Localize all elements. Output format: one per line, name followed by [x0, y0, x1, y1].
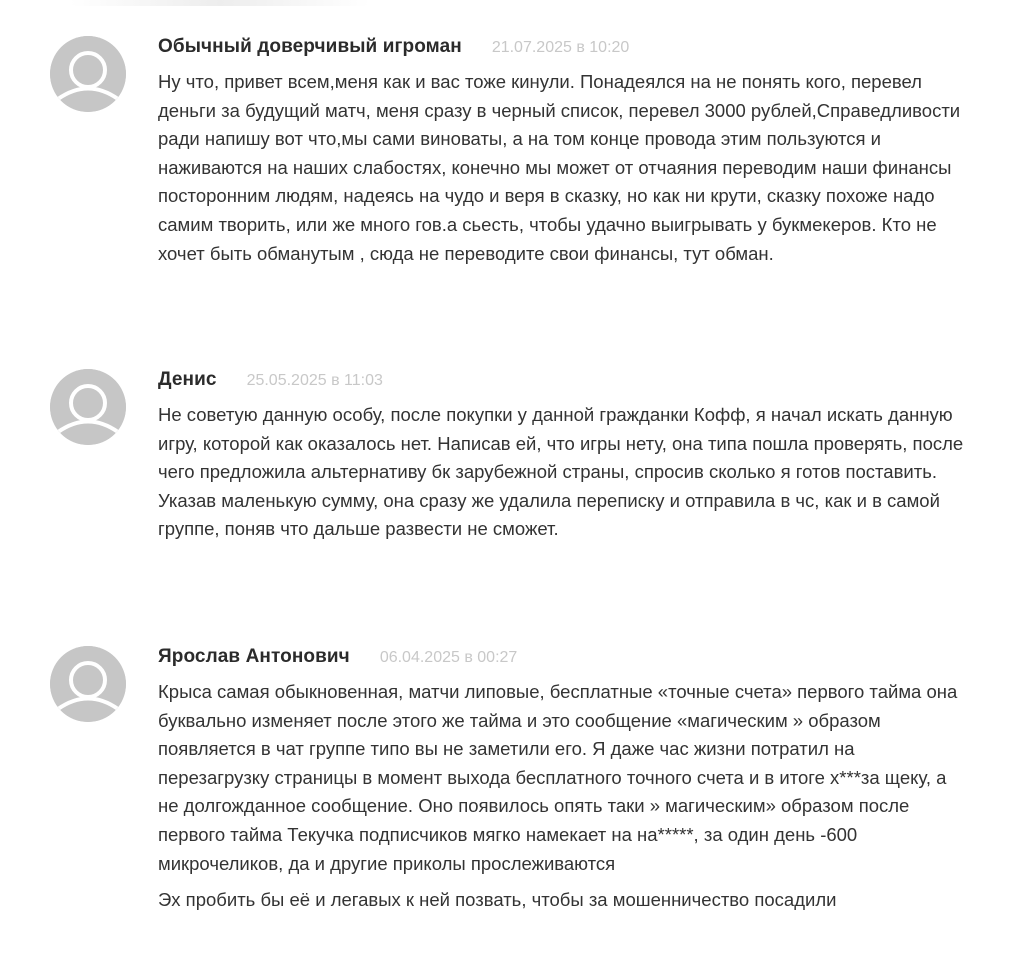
comment-text	[158, 678, 970, 915]
previous-content-fade	[70, 0, 370, 6]
comment-text	[158, 401, 970, 544]
comment-paragraph: Ну что, привет всем,меня как и вас тоже кинули. Понадеялся на не понять кого, перевел деньги за будущий матч, меня сразу в черный список, перевел 3000 рублей,Справедливости ради напишу вот что,мы сами виноваты, а на том конце провода этим пользуются и наживаются на наших слабостях, конечно мы может от отчаяния переводим наши финансы посторонним людям, надеясь на чудо и веря в сказку, но как ни крути, сказку похоже надо самим творить, или же много гов.а сьесть, чтобы удачно выигрывать у букмекеров. Кто не хочет быть обманутым , сюда не переводите свои финансы, тут обман.	[158, 71, 961, 264]
comment-date[interactable]: 06.04.2025 в 00:27	[379, 649, 518, 666]
comment-author: Денис	[158, 369, 217, 390]
comment-date[interactable]: 25.05.2025 в 11:03	[246, 372, 383, 389]
comment-author: Обычный доверчивый игроман	[158, 36, 462, 57]
comment-paragraph: Эх пробить бы её и легавых к ней позвать, чтобы за мошенничество посадили	[158, 889, 837, 911]
user-avatar-icon	[50, 36, 126, 112]
user-avatar-icon	[50, 369, 126, 445]
comment-author: Ярослав Антонович	[158, 646, 350, 667]
user-avatar-icon	[50, 646, 126, 722]
comment-date[interactable]: 21.07.2025 в 10:20	[491, 39, 630, 56]
comment-paragraph: Не советую данную особу, после покупки у данной гражданки Кофф, я начал искать данную игру, которой как оказалось нет. Написав ей, что игры нету, она типа пошла проверять, после чего предложила альтернативу бк зарубежной страны, спросив сколько я готов поставить. Указав маленькую сумму, она сразу же удалила переписку и отправила в чс, как и в самой группе, поняв что дальше развести не сможет.	[158, 404, 964, 540]
comment-paragraph: Крыса самая обыкновенная, матчи липовые, бесплатные «точные счета» первого тайма она буквально изменяет после этого же тайма и это сообщение «магическим » образом появляется в чат группе типо вы не заметили его. Я даже час жизни потратил на перезагрузку страницы в момент выхода бесплатного точного счета и в итоге х***за щеку, а не долгожданное сообщение. Оно появилось опять таки » магическим» образом после первого тайма Текучка подписчиков мягко намекает на на*****, за один день -600 микрочеликов, да и другие приколы прослеживаются	[158, 681, 958, 874]
comment-text	[158, 68, 970, 268]
